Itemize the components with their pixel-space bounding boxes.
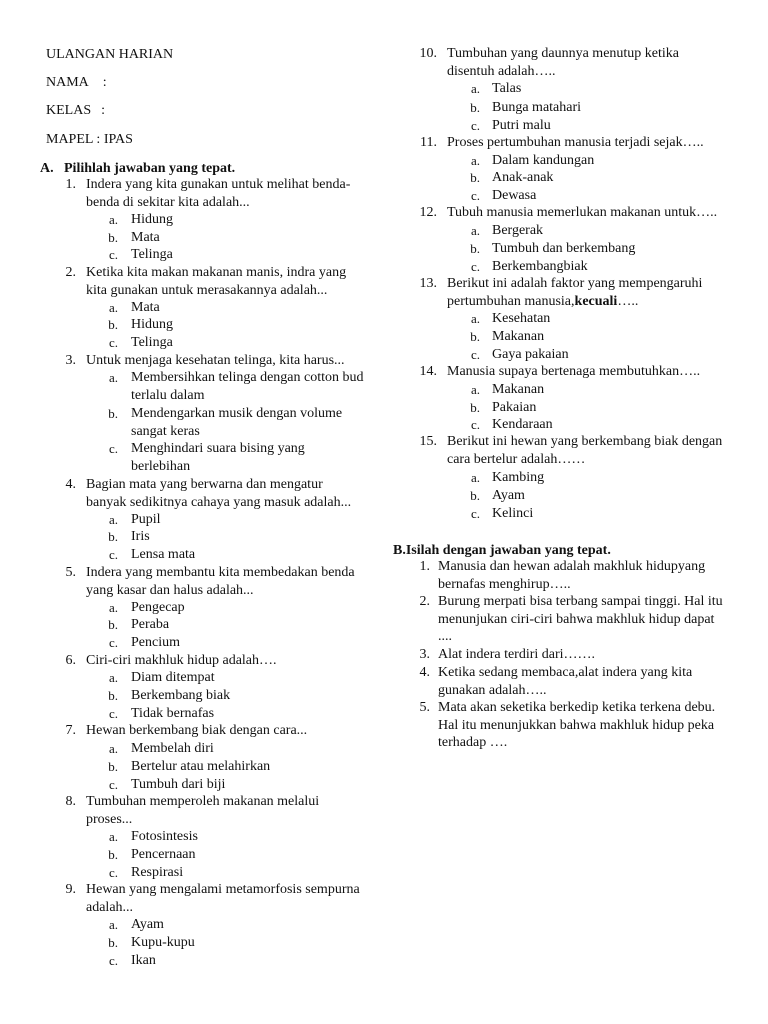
question-text: Hewan yang mengalami metamorfosis sempurna adalah...	[86, 882, 360, 915]
option-text: Iris	[131, 529, 150, 544]
option-letter: b.	[108, 688, 118, 703]
option-text: Membelah diri	[131, 741, 214, 756]
essay-text: Manusia dan hewan adalah makhluk hidupyang bernafas menghirup…..	[438, 559, 706, 592]
option-letter: a.	[470, 470, 480, 485]
option-letter: a.	[470, 153, 480, 168]
option-letter: b.	[470, 100, 480, 115]
option-letter: c.	[108, 865, 118, 880]
option-letter: b.	[470, 329, 480, 344]
question-number: 14.	[419, 364, 437, 379]
option-text: Pencium	[131, 635, 180, 650]
option-text: Tidak bernafas	[131, 706, 215, 721]
question-number: 8.	[65, 794, 76, 809]
question-number: 4.	[65, 477, 76, 492]
option-text: Lensa mata	[131, 547, 196, 562]
section-a-text: Pilihlah jawaban yang tepat.	[64, 161, 236, 176]
option-letter: b.	[470, 400, 480, 415]
question-text: Indera yang kita gunakan untuk melihat benda-benda di sekitar kita adalah...	[86, 177, 351, 210]
option-text: Pakaian	[492, 400, 537, 415]
option-letter: c.	[108, 953, 118, 968]
question-text: Proses pertumbuhan manusia terjadi sejak…..	[447, 135, 704, 150]
option-text: Putri malu	[492, 118, 551, 133]
question-number: 3.	[65, 353, 76, 368]
option-text: Mendengarkan musik dengan volume sangat keras	[131, 406, 343, 439]
option-letter: b.	[470, 170, 480, 185]
option-text: Berkembangbiak	[492, 259, 588, 274]
essay-text: Burung merpati bisa terbang sampai tinggi. Hal itu menunjukan ciri-ciri bahwa makhluk hidup dapat ....	[438, 594, 723, 644]
nama-separator: :	[102, 75, 107, 90]
option-text: Mata	[131, 230, 160, 245]
question-number: 9.	[65, 882, 76, 897]
option-letter: c.	[470, 417, 480, 432]
option-letter: b.	[108, 230, 118, 245]
option-text: Bertelur atau melahirkan	[131, 759, 271, 774]
option-text: Dewasa	[492, 188, 537, 203]
option-letter: b.	[108, 617, 118, 632]
option-text: Hidung	[131, 212, 173, 227]
option-letter: b.	[108, 847, 118, 862]
option-text: Bergerak	[492, 223, 544, 238]
option-text: Kambing	[492, 470, 545, 485]
question-text: Tumbuhan yang daunnya menutup ketika disentuh adalah…..	[447, 46, 680, 79]
option-text: Peraba	[131, 617, 170, 632]
option-letter: c.	[470, 506, 480, 521]
option-letter: c.	[108, 335, 118, 350]
option-text: Makanan	[492, 382, 545, 397]
option-letter: a.	[470, 382, 480, 397]
option-letter: c.	[108, 777, 118, 792]
option-letter: c.	[108, 635, 118, 650]
mapel-line: MAPEL : IPAS	[46, 132, 133, 147]
essay-number: 3.	[419, 647, 430, 662]
emphasis-word: kecuali	[574, 293, 618, 309]
question-text: Tumbuhan memperoleh makanan melalui proses...	[86, 794, 320, 827]
option-text: Tumbuh dari biji	[131, 777, 226, 792]
essay-number: 4.	[419, 665, 430, 680]
option-text: Makanan	[492, 329, 545, 344]
option-text: Hidung	[131, 317, 173, 332]
option-text: Berkembang biak	[131, 688, 231, 703]
question-number: 6.	[65, 653, 76, 668]
option-text: Gaya pakaian	[492, 347, 569, 362]
question-text: Ketika kita makan makanan manis, indra yang kita gunakan untuk merasakannya adalah...	[86, 265, 347, 298]
question-number: 10.	[419, 46, 437, 61]
option-text: Pupil	[131, 512, 161, 527]
question-text: Ciri-ciri makhluk hidup adalah….	[86, 653, 277, 668]
option-text: Ikan	[131, 953, 156, 968]
option-text: Dalam kandungan	[492, 153, 595, 168]
option-letter: a.	[470, 311, 480, 326]
essay-number: 5.	[419, 700, 430, 715]
essay-number: 2.	[419, 594, 430, 609]
question-text: Berikut ini adalah faktor yang mempengaruhi pertumbuhan manusia,kecuali…..	[447, 276, 703, 309]
section-a-title	[40, 160, 235, 177]
nama-label: NAMA	[46, 75, 89, 90]
option-text: Kendaraan	[492, 417, 553, 432]
section-a-letter: A.	[40, 161, 54, 176]
option-letter: a.	[108, 829, 118, 844]
question-text: Bagian mata yang berwarna dan mengatur banyak sedikitnya cahaya yang masuk adalah...	[86, 477, 352, 510]
question-number: 7.	[65, 723, 76, 738]
option-letter: a.	[108, 212, 118, 227]
question-number: 2.	[65, 265, 76, 280]
essay-text: Alat indera terdiri dari…….	[438, 647, 596, 662]
question-number: 11.	[420, 135, 437, 150]
option-text: Kelinci	[492, 506, 534, 521]
question-text: Untuk menjaga kesehatan telinga, kita harus...	[86, 353, 345, 368]
question-number: 5.	[65, 565, 76, 580]
option-letter: b.	[108, 759, 118, 774]
option-text: Menghindari suara bising yang berlebihan	[131, 441, 305, 474]
question-text: Manusia supaya bertenaga membutuhkan…..	[447, 364, 701, 379]
option-text: Talas	[492, 81, 522, 96]
option-text: Pencernaan	[131, 847, 196, 862]
option-text: Tumbuh dan berkembang	[492, 241, 636, 256]
option-letter: c.	[108, 706, 118, 721]
question-number: 1.	[65, 177, 76, 192]
option-letter: b.	[108, 935, 118, 950]
option-text: Ayam	[492, 488, 525, 503]
question-text: Hewan berkembang biak dengan cara...	[86, 723, 308, 738]
essay-text: Mata akan seketika berkedip ketika terkena debu. Hal itu menunjukkan bahwa makhluk hidup peka terhadap ….	[438, 700, 716, 750]
option-text: Telinga	[131, 247, 173, 262]
option-letter: a.	[470, 223, 480, 238]
option-letter: b.	[470, 488, 480, 503]
option-text: Fotosintesis	[131, 829, 198, 844]
option-text: Pengecap	[131, 600, 185, 615]
question-number: 15.	[419, 434, 437, 449]
option-letter: a.	[470, 81, 480, 96]
essay-number: 1.	[419, 559, 430, 574]
kelas-separator: :	[101, 103, 106, 118]
kelas-line	[46, 102, 105, 119]
option-letter: c.	[108, 441, 118, 456]
option-letter: c.	[470, 118, 480, 133]
option-letter: a.	[108, 300, 118, 315]
option-text: Ayam	[131, 917, 164, 932]
option-letter: c.	[470, 347, 480, 362]
section-b-title: B.Isilah dengan jawaban yang tepat.	[393, 543, 611, 558]
question-text: Indera yang membantu kita membedakan benda yang kasar dan halus adalah...	[86, 565, 355, 598]
option-letter: b.	[108, 317, 118, 332]
option-letter: a.	[108, 670, 118, 685]
question-number: 12.	[419, 205, 437, 220]
option-text: Diam ditempat	[131, 670, 215, 685]
option-text: Anak-anak	[492, 170, 554, 185]
option-letter: c.	[470, 259, 480, 274]
option-letter: a.	[108, 600, 118, 615]
option-text: Respirasi	[131, 865, 184, 880]
option-letter: b.	[470, 241, 480, 256]
option-text: Bunga matahari	[492, 100, 582, 115]
option-letter: c.	[470, 188, 480, 203]
option-letter: a.	[108, 370, 118, 385]
essay-text: Ketika sedang membaca,alat indera yang kita gunakan adalah…..	[438, 665, 693, 698]
question-number: 13.	[419, 276, 437, 291]
option-text: Membersihkan telinga dengan cotton bud terlalu dalam	[131, 370, 364, 403]
option-letter: c.	[108, 247, 118, 262]
question-text: Tubuh manusia memerlukan makanan untuk…..	[447, 205, 718, 220]
option-letter: a.	[108, 512, 118, 527]
kelas-label: KELAS	[46, 103, 92, 118]
option-text: Kesehatan	[492, 311, 551, 326]
option-text: Telinga	[131, 335, 173, 350]
question-text: Berikut ini hewan yang berkembang biak dengan cara bertelur adalah……	[447, 434, 723, 467]
option-letter: c.	[108, 547, 118, 562]
option-letter: a.	[108, 917, 118, 932]
option-letter: a.	[108, 741, 118, 756]
option-text: Mata	[131, 300, 160, 315]
nama-line	[46, 74, 107, 91]
worksheet-title: ULANGAN HARIAN	[46, 47, 174, 62]
option-letter: b.	[108, 529, 118, 544]
option-letter: b.	[108, 406, 118, 421]
option-text: Kupu-kupu	[131, 935, 195, 950]
